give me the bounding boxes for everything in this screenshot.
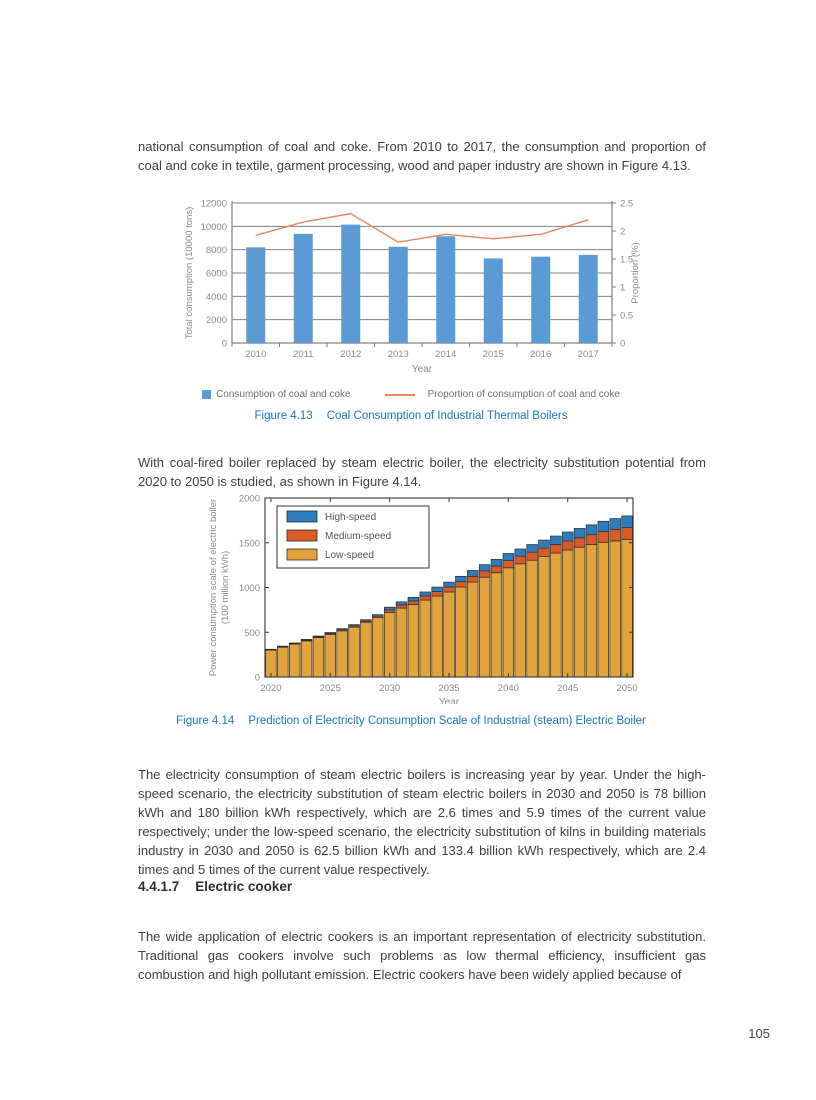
svg-text:2020: 2020 [260, 683, 282, 694]
section-heading-electric-cooker [138, 879, 292, 894]
svg-text:2000: 2000 [238, 493, 260, 505]
svg-text:500: 500 [244, 627, 260, 639]
page-number: 105 [748, 1026, 770, 1041]
section-number: 4.4.1.7 [138, 879, 180, 894]
caption-label: Figure 4.14 [176, 715, 235, 727]
svg-text:0: 0 [620, 338, 626, 350]
paragraph-boiler-replacement: With coal-fired boiler replaced by steam electric boiler, the electricity substitution potential from 2020 to 2050 is studied, as shown in Figure 4.14. [138, 455, 706, 489]
svg-text:2013: 2013 [387, 349, 409, 360]
legend-label: Proportion of consumption of coal and coke [427, 389, 620, 400]
paragraph-electricity-consumption: The electricity consumption of steam electric boilers is increasing year by year. Under the high-speed scenario, the electricity substitution of steam electric boilers in 2030 and 2050 is 78 billion kWh and 180 billion kWh respectively, which are 2.6 times and 5.9 times of the current value respectively; under the low-speed scenario, the electricity substitution of kilns in building materials industry in 2030 and 2050 is 62.5 billion kWh and 133.4 billion kWh respectively, which are 2.4 times and 5 times of the current value respectively. [138, 767, 706, 877]
svg-text:2000: 2000 [205, 315, 227, 327]
svg-text:2.5: 2.5 [620, 198, 634, 210]
svg-text:2040: 2040 [497, 683, 519, 694]
svg-text:Year: Year [411, 364, 433, 375]
figure-4-13-chart [176, 194, 646, 382]
paragraph-electric-cooker: The wide application of electric cookers is an important representation of electricity substitution. Traditional gas cookers involve such problems as low thermal efficiency, insufficient gas combustion and high pollutant emission. Electric cookers have been widely applied because of [138, 929, 706, 982]
section-title: Electric cooker [195, 879, 293, 894]
svg-text:Low-speed: Low-speed [325, 550, 374, 561]
svg-text:2015: 2015 [482, 349, 504, 360]
svg-text:2030: 2030 [379, 683, 401, 694]
caption-text: Coal Consumption of Industrial Thermal Boilers [326, 410, 568, 422]
bar-swatch-icon [202, 390, 211, 399]
svg-text:Medium-speed: Medium-speed [325, 531, 392, 542]
svg-text:0: 0 [254, 672, 260, 684]
svg-text:1500: 1500 [238, 538, 260, 550]
svg-text:0: 0 [221, 338, 227, 350]
svg-text:High-speed: High-speed [325, 512, 377, 523]
svg-text:2014: 2014 [435, 349, 457, 360]
legend-item-consumption [202, 389, 351, 400]
caption-label: Figure 4.13 [254, 410, 313, 422]
svg-text:2017: 2017 [577, 349, 599, 360]
svg-text:Year: Year [438, 697, 460, 704]
paragraph-intro-coal: national consumption of coal and coke. From 2010 to 2017, the consumption and proportion of coal and coke in textile, garment processing, wood and paper industry are shown in Figure 4.13. [138, 139, 706, 173]
svg-text:2: 2 [620, 226, 626, 238]
svg-text:Proportion (%): Proportion (%) [630, 242, 641, 304]
figure-4-13-caption [176, 410, 646, 422]
legend-label: Consumption of coal and coke [216, 389, 351, 400]
svg-text:6000: 6000 [205, 268, 227, 280]
svg-text:2045: 2045 [557, 683, 579, 694]
svg-text:1000: 1000 [238, 583, 260, 594]
svg-text:(100 million kWh): (100 million kWh) [220, 550, 231, 625]
line-swatch-icon [385, 394, 415, 396]
svg-text:2050: 2050 [616, 683, 638, 694]
caption-text: Prediction of Electricity Consumption Scale of Industrial (steam) Electric Boiler [248, 715, 646, 727]
svg-text:2011: 2011 [293, 349, 314, 360]
svg-text:Total consumption (10000 tons): Total consumption (10000 tons) [184, 206, 195, 340]
legend-item-proportion [361, 389, 620, 400]
svg-text:2035: 2035 [438, 683, 460, 694]
svg-text:10000: 10000 [200, 221, 227, 233]
svg-text:4000: 4000 [205, 291, 227, 303]
svg-text:Power consumption scale of ele: Power consumption scale of electric boiler [208, 498, 219, 677]
figure-4-14-caption [176, 715, 646, 727]
svg-text:0.5: 0.5 [620, 310, 634, 322]
svg-text:1: 1 [620, 282, 626, 294]
figure-4-13 [176, 194, 646, 422]
svg-text:2025: 2025 [319, 683, 341, 694]
figure-4-14 [176, 492, 646, 727]
svg-text:1.5: 1.5 [620, 254, 634, 266]
svg-text:2012: 2012 [340, 349, 362, 360]
svg-text:2016: 2016 [530, 349, 552, 360]
figure-4-14-chart [176, 492, 646, 704]
svg-text:8000: 8000 [205, 245, 227, 257]
figure-4-13-legend [176, 389, 646, 400]
svg-text:2010: 2010 [245, 349, 267, 360]
svg-text:12000: 12000 [200, 198, 227, 210]
